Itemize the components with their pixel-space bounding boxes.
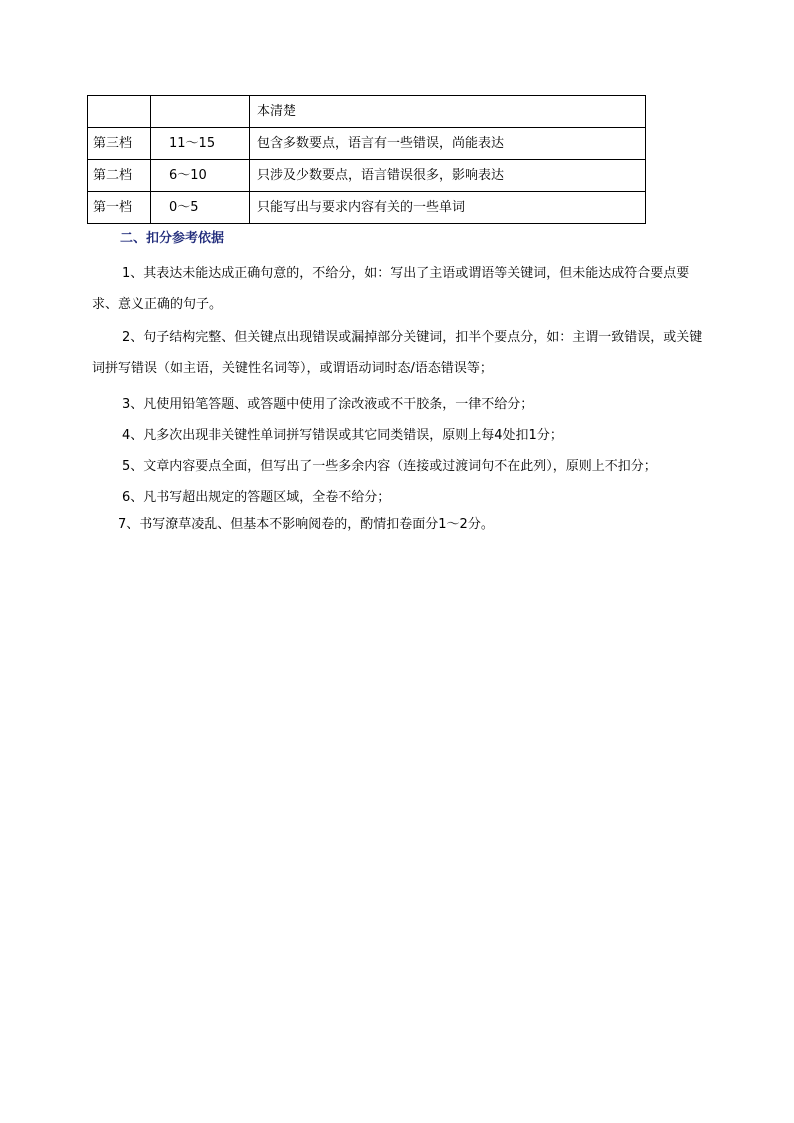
description-cell: 只涉及少数要点，语言错误很多，影响表达	[250, 160, 646, 192]
rule-item-3: 3、凡使用铅笔答题、或答题中使用了涂改液或不干胶条，一律不给分；	[122, 397, 534, 412]
table-row	[88, 192, 646, 224]
score-cell: 0～5	[151, 192, 250, 224]
table-row	[88, 160, 646, 192]
description-cell: 本清楚	[250, 96, 646, 128]
rule-item-1: 1、其表达未能达成正确句意的，不给分，如：写出了主语或谓语等关键词，但未能达成符合要点要求、意义正确的句子。	[92, 266, 690, 312]
grade-cell: 第二档	[88, 160, 151, 192]
grade-cell: 第三档	[88, 128, 151, 160]
rules-list	[92, 258, 712, 546]
score-cell	[151, 96, 250, 128]
grade-cell	[88, 96, 151, 128]
description-cell: 包含多数要点，语言有一些错误，尚能表达	[250, 128, 646, 160]
table-row	[88, 128, 646, 160]
section-heading: 二、扣分参考依据	[120, 231, 225, 246]
grade-cell: 第一档	[88, 192, 151, 224]
score-cell: 11～15	[151, 128, 250, 160]
rule-item-6: 6、凡书写超出规定的答题区域，全卷不给分；	[122, 490, 391, 505]
grade-table	[87, 95, 646, 224]
rule-item-5: 5、文章内容要点全面，但写出了一些多余内容（连接或过渡词句不在此列），原则上不扣分；	[122, 459, 657, 474]
score-cell: 6～10	[151, 160, 250, 192]
description-cell: 只能写出与要求内容有关的一些单词	[250, 192, 646, 224]
rule-item-4: 4、凡多次出现非关键性单词拼写错误或其它同类错误，原则上每4处扣1分；	[122, 428, 563, 443]
rule-item-2: 2、句子结构完整、但关键点出现错误或漏掉部分关键词，扣半个要点分，如：主谓一致错误，或关键词拼写错误（如主语，关键性名词等），或谓语动词时态/语态错误等；	[92, 330, 703, 376]
table-row	[88, 96, 646, 128]
rule-item-7: 7、书写潦草凌乱、但基本不影响阅卷的，酌情扣卷面分1～2分。	[118, 517, 494, 532]
